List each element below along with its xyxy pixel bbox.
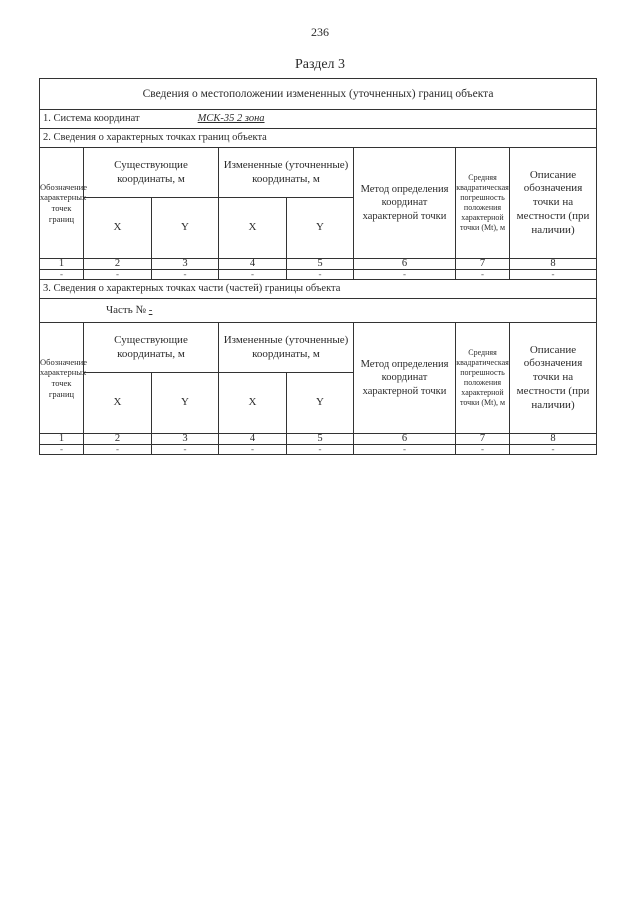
col-existing-coords: Существующие координаты, м [84,148,219,198]
coord-system-row [40,110,597,129]
col-changed-y: Y [287,373,354,434]
col-changed-coords: Измененные (уточненные) координаты, м [219,148,354,198]
col-existing-x: X [84,198,152,259]
col-description: Описание обозначения точки на местности (при наличии) [510,148,597,259]
column-numbers-row: 1 2 3 4 5 6 7 8 [40,434,597,445]
col-changed-x: X [219,198,287,259]
page-number: 236 [311,25,329,39]
document-table [39,78,596,455]
col-description: Описание обозначения точки на местности (при наличии) [510,323,597,434]
section2-title: 2. Сведения о характерных точках границ объекта [40,129,597,148]
col-point-id: Обозначение характерных точек границ [40,148,84,259]
col-changed-x: X [219,373,287,434]
table-row: - - - - - - - - [40,270,597,280]
part-label: Часть № [106,303,146,316]
col-point-id: Обозначение характерных точек границ [40,323,84,434]
col-changed-coords: Измененные (уточненные) координаты, м [219,323,354,373]
table-header: Сведения о местоположении измененных (уточненных) границ объекта [40,79,597,110]
col-method: Метод определения координат характерной точки [354,148,456,259]
col-changed-y: Y [287,198,354,259]
col-method: Метод определения координат характерной точки [354,323,456,434]
coord-system-label: 1. Система координат [43,113,140,125]
table-row: - - - - - - - - [40,445,597,455]
part-row [40,299,597,323]
col-error: Средняя квадратическая погрешность положения характерной точки (Mt), м [456,323,510,434]
col-existing-y: Y [152,198,219,259]
part-value: - [148,303,153,316]
column-numbers-row: 1 2 3 4 5 6 7 8 [40,259,597,270]
coord-system-value: МСК-35 2 зона [197,113,265,125]
section3-title: 3. Сведения о характерных точках части (частей) границы объекта [40,280,597,299]
col-existing-coords: Существующие координаты, м [84,323,219,373]
col-existing-x: X [84,373,152,434]
section-title: Раздел 3 [294,57,346,72]
col-existing-y: Y [152,373,219,434]
col-error: Средняя квадратическая погрешность положения характерной точки (Mt), м [456,148,510,259]
